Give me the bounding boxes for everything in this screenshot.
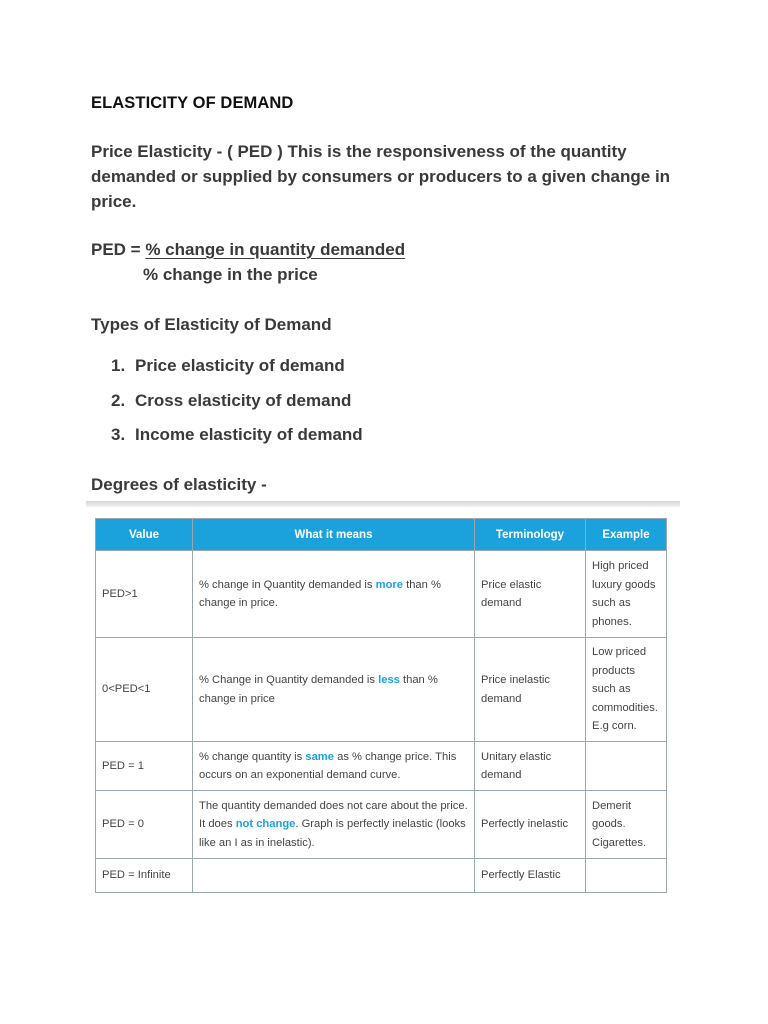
- table-header-row: [96, 519, 667, 551]
- document-title: ELASTICITY OF DEMAND: [91, 94, 294, 112]
- cell-terminology: Perfectly inelastic: [475, 791, 586, 859]
- cell-example: Low priced products such as commodities. E.g corn.: [586, 638, 667, 742]
- cell-example: High priced luxury goods such as phones.: [586, 551, 667, 638]
- cell-terminology: Price elastic demand: [475, 551, 586, 638]
- table-row: [96, 551, 667, 638]
- formula-lhs: PED =: [91, 240, 146, 259]
- table-row: [96, 859, 667, 893]
- cell-terminology: Perfectly Elastic: [475, 859, 586, 893]
- cell-terminology: Unitary elastic demand: [475, 742, 586, 791]
- list-item: 1. Price elasticity of demand: [111, 356, 345, 375]
- cell-example: [586, 742, 667, 791]
- types-list: [111, 356, 363, 460]
- cell-value: PED = 1: [96, 742, 193, 791]
- cell-value: PED = 0: [96, 791, 193, 859]
- cell-value: PED>1: [96, 551, 193, 638]
- formula-numerator-text: % change in quantity demanded: [145, 240, 406, 259]
- table-row: [96, 742, 667, 791]
- types-heading: Types of Elasticity of Demand: [91, 315, 332, 334]
- cell-value: 0<PED<1: [96, 638, 193, 742]
- cell-example: [586, 859, 667, 893]
- cell-meaning: The quantity demanded does not care about the price. It does not change. Graph is perfectly inelastic (looks like an I as in inelastic).: [193, 791, 475, 859]
- degrees-heading: Degrees of elasticity -: [91, 475, 267, 494]
- header-value: Value: [96, 519, 193, 551]
- cell-meaning: [193, 859, 475, 893]
- list-item: 2. Cross elasticity of demand: [111, 390, 352, 410]
- embedded-image-edge: [86, 501, 680, 507]
- cell-meaning: % change quantity is same as % change price. This occurs on an exponential demand curve.: [193, 742, 475, 791]
- ped-definition: Price Elasticity - ( PED ) This is the responsiveness of the quantity demanded or supplied by consumers or producers to a given change in price.: [91, 142, 671, 211]
- header-meaning: What it means: [193, 519, 475, 551]
- ped-formula-numerator: [91, 240, 405, 260]
- cell-meaning: % change in Quantity demanded is more than % change in price.: [193, 551, 475, 638]
- cell-value: PED = Infinite: [96, 859, 193, 893]
- cell-example: Demerit goods. Cigarettes.: [586, 791, 667, 859]
- cell-terminology: Price inelastic demand: [475, 638, 586, 742]
- ped-formula-denominator: % change in the price: [143, 265, 318, 284]
- table-row: [96, 791, 667, 859]
- header-terminology: Terminology: [475, 519, 586, 551]
- header-example: Example: [586, 519, 667, 551]
- elasticity-table: [95, 518, 667, 893]
- cell-meaning: % Change in Quantity demanded is less than % change in price: [193, 638, 475, 742]
- list-item: 3. Income elasticity of demand: [111, 425, 363, 444]
- table-row: [96, 638, 667, 742]
